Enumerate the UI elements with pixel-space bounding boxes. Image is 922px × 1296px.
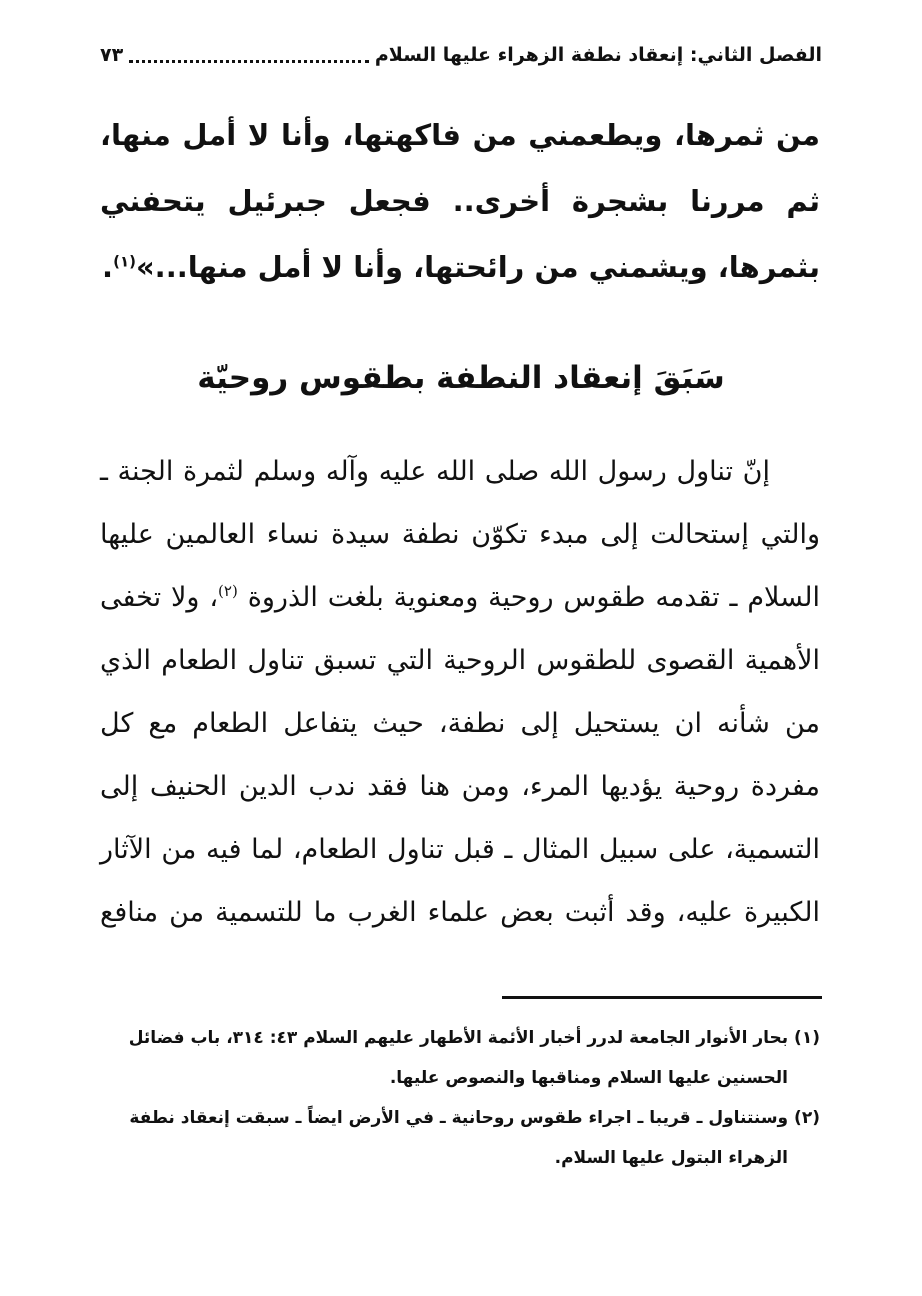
body-text-part1: إنّ تناول رسول الله صلى الله عليه وآله وسلم لثمرة الجنة ـ والتي إستحالت إلى مبدء تكوّن نطفة سيدة نساء العالمين عليها السلام ـ تقدمه طقوس روحية ومعنوية بلغت الذروة (100, 456, 820, 613)
footnote-2 (100, 1098, 820, 1178)
footnote-1 (100, 1018, 820, 1098)
quote-text: من ثمرها، ويطعمني من فاكهتها، وأنا لا أمل منها، ثم مررنا بشجرة أخرى.. فجعل جبرئيل يتحفني بثمرها، ويشمني من رائحتها، وأنا لا أمل منها...» (100, 118, 820, 284)
footnote-ref-1: (١) (113, 252, 136, 271)
quote-tail: . (102, 250, 114, 284)
footnote-1-line2: الحسنين عليها السلام ومناقبها والنصوص عليها. (389, 1068, 788, 1088)
footnote-ref-2: (٢) (218, 582, 238, 600)
page-number: ٧٣ (100, 44, 124, 66)
footnote-separator (502, 996, 822, 999)
footnote-2-line1: (٢) وسنتناول ـ قريبا ـ اجراء طقوس روحانية ـ في الأرض ايضاً ـ سبقت إنعقاد نطفة (129, 1108, 820, 1128)
chapter-title: الفصل الثاني: إنعقاد نطفة الزهراء عليها السلام (374, 44, 822, 66)
footnote-2-line2: الزهراء البتول عليها السلام. (554, 1148, 788, 1168)
running-header (100, 40, 822, 70)
quote-continuation (100, 102, 820, 300)
footnotes (100, 1018, 820, 1178)
section-heading: سَبَقَ إنعقاد النطفة بطقوس روحيّة (197, 360, 725, 396)
body-paragraph (100, 440, 820, 944)
leader-dots (129, 48, 369, 63)
footnote-1-line1: (١) بحار الأنوار الجامعة لدرر أخبار الأئمة الأطهار عليهم السلام ٤٣: ٣١٤، باب فضائل (128, 1028, 820, 1048)
body-text-part2: ، ولا تخفى الأهمية القصوى للطقوس الروحية التي تسبق تناول الطعام الذي من شأنه ان يستحيل إلى نطفة، حيث يتفاعل الطعام مع كل مفردة روحية يؤديها المرء، ومن هنا فقد ندب الدين الحنيف إلى التسمية، على سبيل المثال ـ قبل تناول الطعام، لما فيه من الآثار الكبيرة عليه، وقد أثبت بعض علماء الغرب ما للتسمية من منافع (100, 582, 820, 928)
